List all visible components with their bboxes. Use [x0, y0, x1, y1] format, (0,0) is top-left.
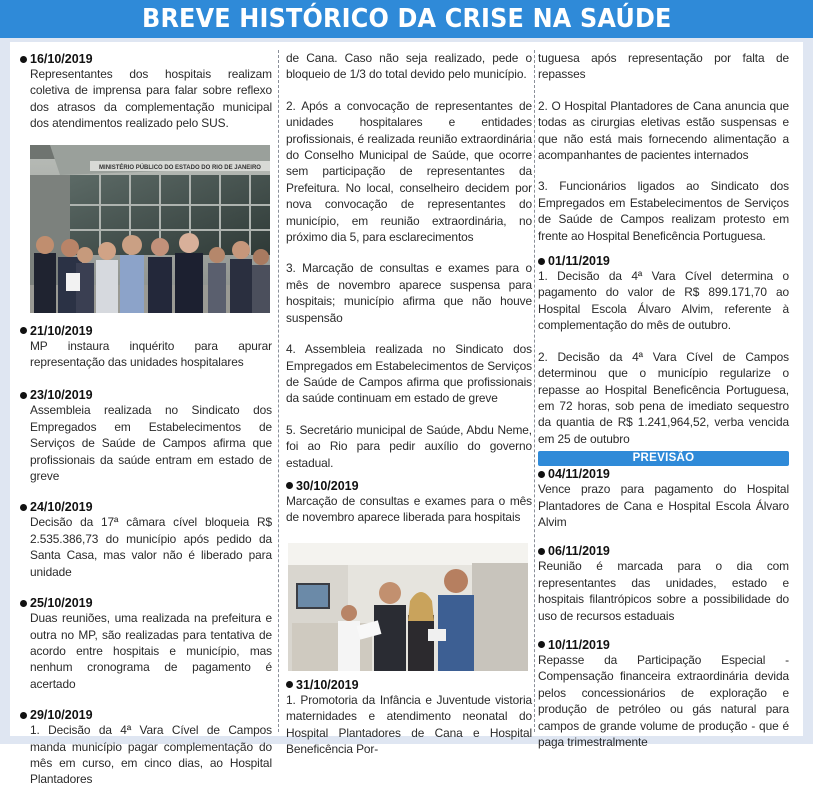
entry-date: 10/11/2019: [538, 638, 789, 652]
entry-text: 3. Funcionários ligados ao Sindicato dos Empregados em Estabelecimentos de Serviços de Saúde de Campos realizam protesto em frente ao Hospital Beneficência Portuguesa.: [538, 179, 789, 243]
page-title: BREVE HISTÓRICO DA CRISE NA SAÚDE: [141, 4, 672, 34]
bullet-icon: [538, 548, 545, 555]
entry-date: 23/10/2019: [20, 388, 272, 402]
entry-date: 24/10/2019: [20, 500, 272, 514]
bullet-icon: [20, 56, 27, 63]
entry-text: 1. Promotoria da Infância e Juventude vistoria maternidades e atendimento neonatal do Hospital Plantadores de Cana e Hospital Beneficência Por-: [286, 692, 532, 756]
timeline-entry: [286, 678, 532, 758]
title-banner: [0, 0, 813, 38]
continued-text: de Cana. Caso não seja realizado, pede o bloqueio de 1/3 do total devido pelo município.: [286, 51, 532, 82]
entry-text: 1. Decisão da 4ª Vara Cível determina o pagamento do valor de R$ 899.171,70 ao Hospital Escola Álvaro Alvim, referente à complementação do mês de outubro.: [538, 269, 789, 333]
entry-text: 5. Secretário municipal de Saúde, Abdu Neme, foi ao Rio para pedir auxílio do governo estadual.: [286, 422, 532, 470]
timeline-entry: [20, 500, 272, 580]
entry-date: 21/10/2019: [20, 324, 272, 338]
entry-text: 2. Após a convocação de representantes de unidades hospitalares e entidades profissionais, é realizada reunião extraordinária do Conselho Municipal de Saúde, que ocorre sem participação de representantes da Prefeitura. No local, conselheiro decidem por nova convocação de representantes do município, em reunião extraordinária, no próximo dia 5, para esclarecimentos: [286, 98, 532, 245]
timeline-entry: [538, 544, 789, 624]
content-panel: [10, 42, 803, 787]
entry-date: 06/11/2019: [538, 544, 789, 558]
entry-date: 25/10/2019: [20, 596, 272, 610]
entry-text: Repasse da Participação Especial - Compensação financeira extraordinária devida pelos concessionários de exploração e produção de petróleo ou gás natural para campos de grande volume de produção - que é paga trimestralmente: [538, 652, 789, 749]
entry-text: Reunião é marcada para o dia com representantes das unidades, estado e hospitais filantrópicos sobre a possibilidade do uso de recursos estaduais: [538, 559, 789, 623]
timeline-entry: [20, 52, 272, 132]
bullet-icon: [20, 600, 27, 607]
timeline-entry: [538, 638, 789, 750]
bullet-icon: [538, 641, 545, 648]
entry-date: 30/10/2019: [286, 479, 532, 493]
entry-text: MP instaura inquérito para apurar representação das unidades hospitalares: [30, 338, 272, 370]
column-divider: [278, 50, 279, 732]
photo-hospital-visit: [288, 543, 528, 671]
entry-text: Duas reuniões, uma realizada na prefeitura e outra no MP, são realizadas para tentativa de acordo entre hospitais e município, mas nenhum cronograma de pagamento é acertado: [30, 611, 272, 691]
entry-text: 2. Decisão da 4ª Vara Cível de Campos determinou que o município regularize o repasse ao Hospital Beneficência Portuguesa, em 72 horas, sob pena de imediato sequestro da quantia de R$ 1.241,964,52, verba vencida em 25 de outubro: [538, 349, 789, 446]
column-3: [538, 50, 789, 750]
entry-text: Vence prazo para pagamento do Hospital Plantadores de Cana e Hospital Escola Álvaro Alvim: [538, 482, 789, 529]
building-sign: MINISTÉRIO PÚBLICO DO ESTADO DO RIO DE JANEIRO: [99, 164, 261, 171]
continued-text: tuguesa após representação por falta de repasses: [538, 51, 789, 82]
bullet-icon: [286, 482, 293, 489]
bullet-icon: [286, 681, 293, 688]
column-divider: [534, 50, 535, 732]
timeline-entry: [20, 324, 272, 371]
photo-press-conference: [30, 145, 270, 313]
bullet-icon: [538, 258, 545, 265]
previsao-header: PREVISÃO: [538, 451, 789, 466]
entry-text: Marcação de consultas e exames para o mês de novembro aparece liberada para hospitais: [286, 493, 532, 525]
entry-text: Representantes dos hospitais realizam coletiva de imprensa para falar sobre reflexo dos atrasos da complementação municipal dos atendimentos realizado pelo SUS.: [30, 67, 272, 131]
entry-date: 29/10/2019: [20, 708, 272, 722]
entry-text: 1. Decisão da 4ª Vara Cível de Campos manda município pagar complementação do mês em curso, em cinco dias, ao Hospital Plantadores: [30, 723, 272, 787]
timeline-entry: [286, 479, 532, 526]
entry-date: 31/10/2019: [286, 678, 532, 692]
bullet-icon: [20, 392, 27, 399]
timeline-entry: [538, 467, 789, 530]
column-2: [286, 50, 532, 757]
entry-text: 2. O Hospital Plantadores de Cana anuncia que todas as cirurgias eletivas estão suspensas e que não está mais fornecendo alimentação a acompanhantes de pacientes internados: [538, 98, 789, 163]
bullet-icon: [20, 327, 27, 334]
bullet-icon: [20, 504, 27, 511]
timeline-entry: [20, 596, 272, 692]
entry-date: 16/10/2019: [20, 52, 272, 66]
entry-text: 3. Marcação de consultas e exames para o mês de novembro aparece suspensa para hospitais; município afirma que não houve suspensão: [286, 261, 532, 325]
entry-date: 01/11/2019: [538, 254, 789, 268]
timeline-entry: [20, 388, 272, 484]
bullet-icon: [538, 471, 545, 478]
bullet-icon: [20, 712, 27, 719]
timeline-entry: [538, 254, 789, 447]
entry-text: 4. Assembleia realizada no Sindicato dos Empregados em Estabelecimentos de Serviços de Saúde de Campos afirma que profissionais da saúde continuam em estado de greve: [286, 342, 532, 406]
entry-text: Decisão da 17ª câmara cível bloqueia R$ 2.535.386,73 do município após pedido da Santa Casa, mas valor não é liberado para unidade: [30, 515, 272, 579]
column-1: [20, 52, 272, 788]
entry-date: 04/11/2019: [538, 467, 789, 481]
timeline-entry: [20, 708, 272, 788]
entry-text: Assembleia realizada no Sindicato dos Empregados em Estabelecimentos de Serviços de Saúde de Campos afirma que profissionais da saúde entram em estado de greve: [30, 403, 272, 484]
